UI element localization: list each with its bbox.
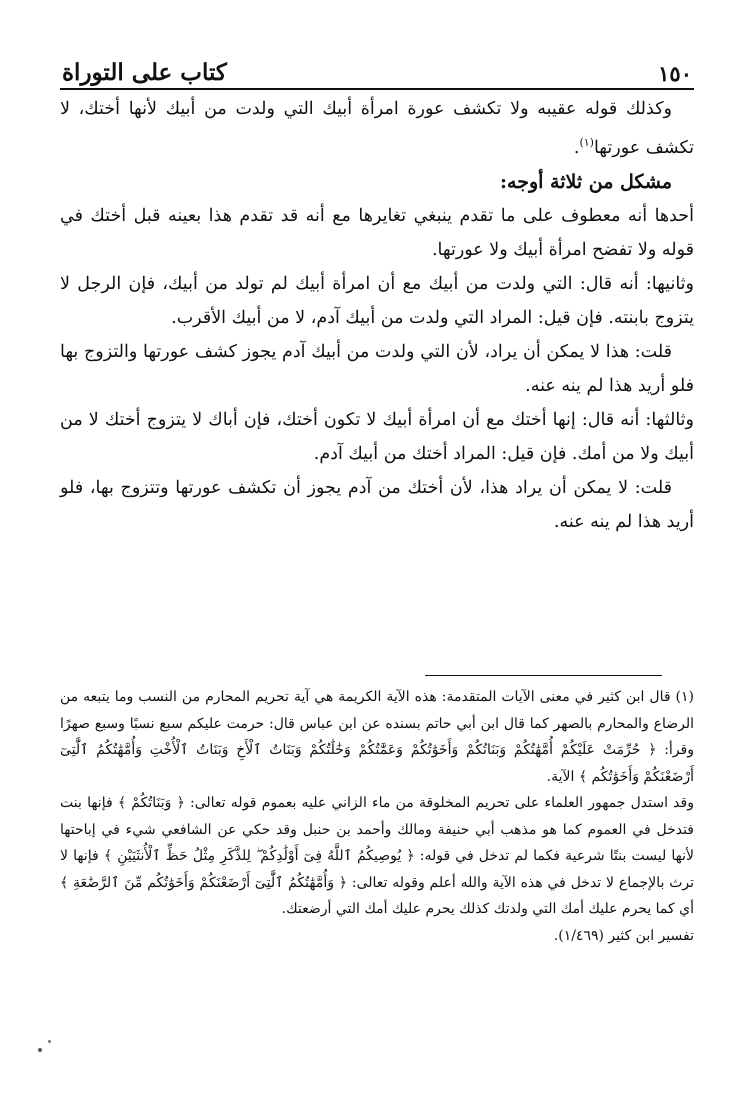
- page-number: ١٥٠: [658, 61, 692, 86]
- scan-speck: [48, 1040, 51, 1043]
- paragraph-6: قلت: لا يمكن أن يراد هذا، لأن أختك من آدم يجوز أن تكشف عورتها وتتزوج بها، فلو أريد هذا لم ينه عنه.: [60, 477, 694, 532]
- footnote-1: (١) قال ابن كثير في معنى الآيات المتقدمة: هذه الآية الكريمة هي آية تحريم المحارم من النسب وما يتبعه من الرضاع والمحارم بالصهر كما قال ابن أبي حاتم بسنده عن ابن عباس قال: حرمت عليكم سبع نسبًا وسبع صهرًا وقرأ: ﴿ حُرِّمَتْ عَلَيْكُمْ أُمَّهَٰتُكُمْ وَبَنَاتُكُمْ وَأَخَوَٰتُكُمْ وَعَمَّٰتُكُمْ وَخَٰلَٰتُكُمْ وَبَنَاتُ ٱلْأَخِ وَبَنَاتُ ٱلْأُخْتِ وَأُمَّهَٰتُكُمُ ٱلَّٰتِىٓ أَرْضَعْنَكُمْ وَأَخَوَٰتُكُم ﴾ الآية.: [60, 689, 694, 785]
- footnote-block: [60, 684, 694, 949]
- paragraph-1-text: وكذلك قوله عقيبه ولا تكشف عورة امرأة أبيك التي ولدت من أبيك لأنها أختك، لا تكشف عورتها: [60, 99, 694, 158]
- header-divider: [60, 88, 694, 90]
- paragraph-3: وثانيها: أنه قال: التي ولدت من أبيك مع أن امرأة أبيك لم تولد من أبيك، فإن الرجل لا يتزوج بابنته. فإن قيل: المراد التي ولدت من أبيك آدم، لا من أبيك الأقرب.: [60, 273, 694, 328]
- footnote-marker: (١): [579, 136, 594, 149]
- footnote-divider: [425, 675, 662, 676]
- paragraph-1: [60, 92, 694, 165]
- page-header: [62, 52, 692, 86]
- paragraph-5: وثالثها: أنه قال: إنها أختك مع أن امرأة أبيك لا تكون أختك، فإن أباك لا يتزوج أختك لا من أبيك ولا من أمك. فإن قيل: المراد أختك من أبيك آدم.: [60, 409, 694, 464]
- book-title: كتاب على التوراة: [62, 59, 227, 86]
- paragraph-2: أحدها أنه معطوف على ما تقدم ينبغي تغايرها مع أنه قد تقدم هذا بعينه قبل أختك في قوله ولا تفضح امرأة أبيك ولا عورتها.: [60, 205, 694, 260]
- footnote-2: وقد استدل جمهور العلماء على تحريم المخلوقة من ماء الزاني عليه بعموم قوله تعالى: ﴿ وَبَنَاتُكُمْ ﴾ فإنها بنت فتدخل في العموم كما هو مذهب أبي حنيفة ومالك وأحمد بن حنبل وقد حكي عن الشافعي شيء في إباحتها لأنها ليست بنتًا شرعية فكما لم تدخل في قوله: ﴿ يُوصِيكُمُ ٱللَّهُ فِىٓ أَوْلَٰدِكُمْ ۖ لِلذَّكَرِ مِثْلُ حَظِّ ٱلْأُنثَيَيْنِ ﴾ فإنها لا ترث بالإجماع لا تدخل في هذه الآية والله أعلم وقوله تعالى: ﴿ وَأُمَّهَٰتُكُمُ ٱلَّٰتِىٓ أَرْضَعْنَكُمْ وَأَخَوَٰتُكُم مِّنَ ٱلرَّضَٰعَةِ ﴾ أي كما يحرم عليك أمك التي ولدتك كذلك يحرم عليك أمك التي أرضعتك.: [60, 795, 694, 917]
- footnote-source: تفسير ابن كثير (١/٤٦٩).: [553, 927, 694, 944]
- section-heading: مشكل من ثلاثة أوجه:: [500, 170, 672, 193]
- main-text: [60, 92, 694, 539]
- scan-speck: [38, 1048, 42, 1052]
- paragraph-1-end: .: [573, 137, 580, 158]
- paragraph-4: قلت: هذا لا يمكن أن يراد، لأن التي ولدت من أبيك آدم يجوز كشف عورتها والتزوج بها فلو أريد هذا لم ينه عنه.: [60, 341, 694, 396]
